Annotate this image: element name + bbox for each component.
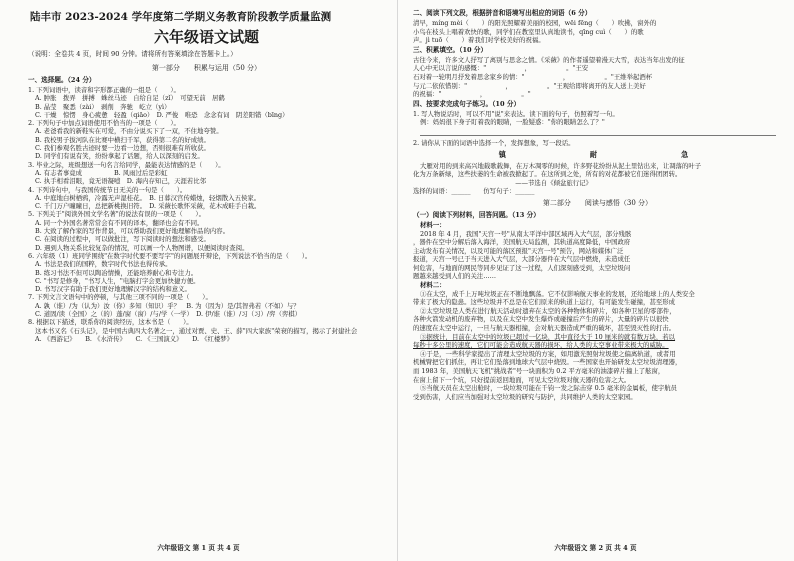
q6-option: D. 书写汉字有助于我们更好地理解汉字的结构和意义。 [35, 285, 191, 294]
exam-title: 陆丰市 2023-2024 学年度第二学期义务教育阶段教学质量监测 [30, 11, 332, 23]
passage-source: ——节选自《倾盆旅行记》 [413, 178, 592, 187]
sentence-task: 2. 请你从下面的词语中选择一个，发挥想象，写一段话。 [413, 138, 575, 147]
question-1: 1. 下列词语中，读音和字形都正确的一组是（ ）。 [28, 86, 180, 94]
material2-line: 机械臂把它们抓住，再让它们坠落到地球大气层中烧毁。一些国家也开始研发太空垃圾清理器， [413, 358, 682, 367]
fill-line: 的祝福：" ， 。" [413, 90, 531, 99]
q8-options: A. 《西游记》 B. 《水浒传》 C. 《三国演义》 D. 《红楼梦》 [35, 334, 234, 343]
question-6: 6. 六年级（1）班同学围绕"在数字时代要不要写字"的问题展开辩论，下列说法不恰当的是（ ）。 [28, 251, 312, 260]
sentence-task: 1. 写人物说话时，可以不用"说"来表达。读下面的句子，仿照着写一句。 [413, 109, 619, 118]
fill-line: 古往今来，许多文人抒写了离别与思念之情。《采薇》的作者遥望着漫天大雪，表达当年出发的征 [413, 55, 685, 64]
fill-answer-line: 选择的词语：______ 仿写句子：______ [413, 187, 535, 196]
material2-line: 在窗上留下一个坑，只好提前返回地面，可见太空垃圾对航天器的危害之大。 [413, 375, 631, 384]
section3-title: 三、积累填空。（10 分） [413, 45, 488, 54]
pinyin-line: 声。jì tuō（ ）着我们对学校美好的祝福。 [413, 36, 545, 45]
pinyin-line: 小鸟在枝头上唱着欢快的歌，同学们在教室里认真地读书，qīng cuì（ ）的歌 [413, 27, 644, 36]
q5-option: D. 遇到人物关系比较复杂的情况，可以画一个人物图谱，以便阅读时查阅。 [35, 243, 249, 252]
section1-title: 一、选择题。（24 分） [28, 76, 96, 84]
part1-title: 第一部分 积累与运用（50 分） [151, 64, 262, 72]
material2-line: 各种火箭发动机的废弃物，以及在太空中发生爆炸或碰撞后产生的碎片，大量的碎片以很快 [413, 315, 669, 324]
material1-line: ，器件在空中分解后落入海洋，美国航天局监测，其轨道高度降低，中国政府 [413, 238, 631, 247]
part2-title: 第二部分 阅读与感悟（30 分） [542, 198, 653, 207]
question-7: 7. 下列文言文语句中的停顿，与其他三项不同的一项是（ ）。 [28, 293, 212, 302]
material1-line: 题越来越受到人们的关注…… [413, 272, 497, 281]
material2-line: ③据统计，目前在太空中的垃圾已超过一亿块，其中直径大于 10 厘米的就有数万块，若以 [420, 332, 676, 341]
material2-line: ①在太空，成千上万吨垃圾正在不断地飘荡。它不仅影响航天事业的发展，还给地球上的人类安全 [420, 289, 695, 298]
q4-option: A. 中庭地白树栖鸦，冷露无声湿桂花。 B. 日暮汉宫传蜡烛，轻烟散入五侯家。 [35, 193, 261, 202]
material2-line: 而 1983 年，美国航天飞机"挑战者"号一块面积为 0.2 平方毫米的油漆碎片撞上了舷窗， [413, 367, 665, 375]
q2-option: A. 老爸看我的新鞋实在可爱，不由分说买下了一双，不住地夸赞。 [35, 127, 223, 136]
passage-line: 大雁对用的到来高兴地载歌载舞，在万木凋零的时候，许多野花纷纷从泥土里钻出来，让凋落的叶子 [420, 161, 702, 170]
question-4: 4. 下列诗句中，与我国传统节日无关的一句是（ ）。 [28, 185, 187, 194]
question-2: 2. 下列句子中加点词语使用不恰当的一项是（ ）。 [28, 119, 180, 128]
question-3: 3. 毕业之际，班级想送一句名言给同学，最能表达情感的是（ ）。 [28, 160, 225, 169]
q2-option: D. 同学们有说有笑，纷纷拿起了话题，给人以深刻的启发。 [35, 152, 204, 161]
material2-line: ②太空垃圾是人类在进行航天活动时遗弃在太空的各种物体和碎片，如各种卫星的零部件， [420, 306, 676, 315]
material2-line: ⑤当航天员在太空出舱时，一块垃圾可能在千钧一发之际击穿 0.5 毫米的金属板，使宇航员 [420, 384, 678, 393]
fill-line: 人心中无以言说的感慨：" ， 。"王安 [413, 64, 589, 73]
q6-option: B. 练习书法不但可以陶冶情操，还能培养耐心和专注力。 [35, 268, 198, 277]
q3-option: A. 有志者事竟成 B. 风雨过后是彩虹 [35, 168, 168, 177]
q1-options-row [28, 111, 385, 119]
material1-line: 何危害，与地面的网民等同步见证了这一过程，人们深刻感受到，太空垃圾问 [413, 263, 631, 272]
q8-description: 这本书又名《石头记》，是中国古典四大名著之一，通过对贾、史、王、薛"四大家族"荣衰的描写，揭示了封建社会 [35, 326, 358, 335]
q1-option: A. 肿胀 拨弄 拼搏 蛛丝马迹 自给自足（zǐ） 可望无前 居鹤 [35, 94, 225, 103]
material1-line: 报道，天宫一号已于当天进入大气层，大部分器件在大气层中燃烧，未造成任 [413, 255, 631, 264]
right-page-footer: 六年级语文 第 2 页 共 4 页 [554, 544, 637, 552]
left-page-footer: 六年级语文 第 1 页 共 4 页 [157, 544, 240, 552]
q5-option: A. 同一个外国名著常常会有不同的译本，翻译也会有不同。 [35, 218, 204, 227]
answer-line [420, 127, 776, 136]
section4-title: 四、按要求完成句子练习。（10 分） [413, 99, 521, 108]
material2-title: 材料二： [420, 281, 446, 290]
q2-option: B. 我校男子拔河队在比赛中横扫千军，获得第二名的好成绩。 [35, 135, 210, 144]
q1-options-row [28, 94, 385, 102]
material2-line: ④于是，一些科学家提出了清理太空垃圾的方案，如用激光照射垃圾使之偏离轨道，或者用 [420, 349, 676, 358]
q1-options-row [28, 103, 385, 111]
passage-line: 化为万条新绿，这些扶萎的生命被我掀起了。在这所到之处，所有的对花都被它们迷得团团转。 [413, 170, 682, 179]
material2-line: 的速度在太空中运行，一旦与航天器相撞，会对航天器造成严重的破坏，甚至毁灭性的打击。 [413, 324, 676, 333]
reading1-title: （一）阅读下列材料，回答问题。（13 分） [413, 210, 540, 219]
q2-option: C. 我们参观名胜古迹时要一边看一边想，否则很难有所收获。 [35, 144, 210, 153]
q1-option: B. 晶莹 聚悉（zài） 剥削 奔驰 屹立（yì） [35, 102, 171, 111]
question-5: 5. 下列关于"阅读外国文学名著"的说法有误的一项是（ ）。 [28, 210, 205, 219]
q5-option: C. 在阅读的过程中，可以做批注，写下阅读时的想法和感受。 [35, 235, 210, 244]
material1-title: 材料一： [420, 220, 446, 229]
subject-title: 六年级语文试题 [153, 28, 259, 46]
material1-line: 主动发布有关情况，以及可能的落区预报"天宫一号"预告，网站和媒体广泛 [413, 246, 624, 255]
material1-line: 2018 年 4 月，我国"天宫一号"从南太平洋中部区域再入大气层，部分残骸 [420, 229, 632, 238]
q6-option: A. 书法是我们的国粹，数字时代书法也得传承。 [35, 260, 172, 269]
q4-option: C. 千门万户曈曈日，总把新桃换旧符。 D. 采薇长歌怀采薇，花木成畦手自栽。 [35, 202, 261, 211]
q7-option: A. 孰（谁）/为（认为）汝（你）多知（知识）乎？ B. 为（因为）是/其智弗若（不如）与？ [35, 301, 300, 310]
sentence-example: 例：妈妈很下身子盯着我的眼睛，一脸疑惑："你的眼睛怎么了？" [420, 118, 605, 127]
pinyin-line: 清早，míng mèi（ ）的阳光照耀着美丽的校园，wēi fēng（ ）吹拂，窗外的 [413, 19, 657, 27]
material2-line: 带来了极大的隐患。这些垃圾并不总是在它们原来的轨道上运行，有可能发生碰撞，甚至形成 [413, 298, 676, 307]
q3-option: C. 执手相看泪眼，竟无语凝噎 D. 海内存知己，天涯若比邻 [35, 177, 207, 186]
question-8: 8. 根据以下描述，联系你的阅读经历，这本书是（ ）。 [28, 318, 193, 327]
fill-line: 与元二依依惜别：" ， 。"王观给即将离开的友人送上美好 [413, 81, 646, 90]
material2-line: 受到伤害，人们应当加强对太空垃圾的研究与防护，共同维护人类的太空家园。 [413, 392, 637, 401]
right-page [397, 0, 794, 561]
section2-title: 二、阅读下列文段，根据拼音和语境写出相应的词语（6 分） [413, 9, 592, 17]
q7-option: C. 道固/读（全国）之（的）蓬/窗（窗）/与/学（一学） D. 伊/谁（谁）/习（习）/弈（弈棋） [35, 310, 302, 319]
exam-notice: （说明：全卷共 4 页，时间 90 分钟。请将所有答案填涂在答题卡上。） [28, 50, 237, 58]
q6-option: C. "书写是修身，"书写人生，"电脑打字会更加快捷方便。 [35, 276, 200, 285]
word-choices: 镇 耐 急 [498, 149, 697, 159]
material2-line: 每秒十多公里的速度，它们可能会造成航天器的损坏，给人类的太空事业带来极大的威胁。 [413, 341, 669, 350]
fill-line: 石对着一轮明月抒发着思念家乡的情：" ， 。"王维举起酒杯 [413, 72, 653, 81]
q1-option: C. 干燥 惊愣 身心疲惫 轻盈（qiāo） D. 严俊 唯恐 念念有词 阴差阳错（bīng） [35, 110, 289, 119]
q5-option: B. 大致了解作家的写作背景，可以帮助我们更好地理解作品的内容。 [35, 227, 230, 236]
